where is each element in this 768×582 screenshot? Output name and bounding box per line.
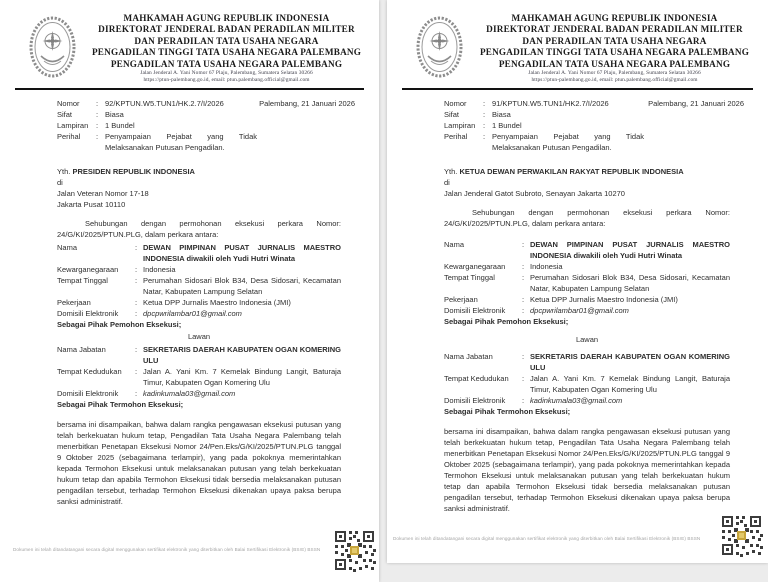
domisili-pemohon-value: dpcpwrilambar01@gmail.com (530, 306, 629, 315)
tempat-tinggal-label: Tempat Tinggal (444, 273, 495, 282)
digital-signature-note: Dokumen ini telah ditandatangani secara digital menggunakan sertifikat elektronik yang diterbitkan oleh Balai Sertifikasi Elektronik (BSrE) BSSN (393, 536, 701, 541)
org-name-line4: PENGADILAN TINGGI TATA USAHA NEGARA PALEMBANG (92, 47, 362, 58)
letter-page-president (0, 0, 379, 582)
main-paragraph: bersama ini disampaikan, bahwa dalam rangka pengawasan eksekusi putusan yang telah berkekuatan hukum tetap, Pengadilan Tata Usaha Negara Palembang telah menerbitkan Penetapan Eksekusi Nomor 24/Pen.Eks/G/KI/2025/PTUN.PLG tanggal 9 Oktober 2025 (sebagaimana terlampir), yang pada pokoknya memerintahkan kepada Termohon Eksekusi untuk melaksanakan putusan yang telah berkekuatan hukum tetap dan apabila Termohon Eksekusi tidak bersedia melaksanakan putusan pengadilan tersebut, terhadap Termohon Eksekusi dikenakan upaya paksa berupa sanksi administratif. (444, 427, 730, 513)
lawan-label: Lawan (575, 335, 599, 344)
letter-meta (57, 98, 355, 153)
lampiran-value: 1 Bundel (105, 121, 135, 130)
org-name-line2: DIREKTORAT JENDERAL BADAN PERADILAN MILITER (98, 24, 355, 35)
qr-code (332, 528, 377, 573)
nama-jabatan-value: SEKRETARIS DAERAH KABUPATEN OGAN KOMERING ULU (530, 352, 730, 372)
termohon-role-line: Sebagai Pihak Termohon Eksekusi; (444, 407, 571, 416)
perihal-value: Penyampaian Pejabat yang Tidak Melaksanakan Putusan Pengadilan. (105, 132, 257, 152)
row-nama (57, 242, 341, 264)
meta-row-sifat (57, 109, 355, 120)
domisili-pemohon-value: dpcpwrilambar01@gmail.com (143, 309, 242, 318)
colon: : (96, 110, 99, 119)
court-seal-icon (29, 16, 76, 78)
colon: : (522, 352, 525, 361)
kewarganegaraan-value: Indonesia (143, 265, 176, 274)
domisili-termohon-value: kadinkumala03@gmail.com (143, 389, 236, 398)
row-pekerjaan (57, 297, 341, 308)
perihal-value: Penyampaian Pejabat yang Tidak Melaksanakan Putusan Pengadilan. (492, 132, 644, 152)
addressee-line (57, 166, 355, 177)
org-address: Jalan Jenderal A. Yani Nomor 67 Plaju, Palembang, Sumatera Selatan 30266 (528, 70, 701, 77)
row-tempat-tinggal (57, 275, 341, 297)
termohon-block (444, 351, 730, 417)
meta-row-perihal (444, 131, 744, 153)
colon: : (522, 273, 525, 282)
letterhead-text (479, 13, 750, 83)
colon: : (522, 396, 525, 405)
tempat-kedudukan-value: Jalan A. Yani Km. 7 Kemelak Bindung Langit, Baturaja Timur, Kabupaten Ogan Komering Ulu (530, 374, 730, 394)
yth-label: Yth. (57, 167, 71, 176)
court-seal-icon (416, 16, 463, 78)
domisili-label: Domisili Elektronik (57, 389, 119, 398)
nama-value: DEWAN PIMPINAN PUSAT JURNALIS MAESTRO INDONESIA diwakili oleh Yudi Hutri Winata (143, 243, 341, 263)
kewarganegaraan-label: Kewarganegaraan (57, 265, 119, 274)
colon: : (96, 99, 99, 108)
termohon-block (57, 344, 341, 410)
di-label: di (444, 178, 450, 187)
org-name-line1: MAHKAMAH AGUNG REPUBLIK INDONESIA (511, 13, 718, 23)
colon: : (522, 262, 525, 271)
letter-body (57, 218, 341, 507)
addressee-name: KETUA DEWAN PERWAKILAN RAKYAT REPUBLIK INDONESIA (459, 167, 684, 176)
dateline: Palembang, 21 Januari 2026 (259, 99, 355, 108)
domisili-label: Domisili Elektronik (57, 309, 119, 318)
colon: : (483, 110, 486, 119)
di-label: di (57, 178, 63, 187)
nama-jabatan-label: Nama Jabatan (444, 352, 493, 361)
colon: : (135, 265, 138, 274)
addressee-street: Jalan Veteran Nomor 17-18 (57, 189, 149, 198)
row-domisili-termohon (444, 395, 730, 406)
colon: : (483, 132, 486, 141)
digital-signature-note: Dokumen ini telah ditandatangani secara digital menggunakan sertifikat elektronik yang diterbitkan oleh Balai Sertifikasi Elektronik (BSrE) BSSN (13, 547, 321, 552)
termohon-role-line: Sebagai Pihak Termohon Eksekusi; (57, 400, 184, 409)
colon: : (483, 121, 486, 130)
colon: : (483, 99, 486, 108)
row-tempat-kedudukan (444, 373, 730, 395)
letterhead-text (92, 13, 361, 83)
tempat-kedudukan-label: Tempat Kedudukan (57, 367, 122, 376)
org-name-line3: DAN PERADILAN TATA USAHA NEGARA (522, 35, 707, 46)
colon: : (522, 374, 525, 383)
row-domisili-pemohon (444, 305, 730, 316)
lampiran-label: Lampiran (57, 121, 89, 130)
meta-row-sifat (444, 109, 744, 120)
nama-label: Nama (444, 240, 465, 249)
row-nama-jabatan (57, 344, 341, 366)
pekerjaan-label: Pekerjaan (444, 295, 478, 304)
pemohon-role-line: Sebagai Pihak Pemohon Eksekusi; (57, 320, 182, 329)
row-kewarganegaraan (444, 261, 730, 272)
org-name-line2: DIREKTORAT JENDERAL BADAN PERADILAN MILITER (486, 24, 743, 35)
lampiran-value: 1 Bundel (492, 121, 522, 130)
intro-paragraph: Sehubungan dengan permohonan eksekusi perkara Nomor: 24/G/KI/2025/PTUN.PLG, dalam perkara antara: (444, 208, 730, 228)
nama-jabatan-label: Nama Jabatan (57, 345, 106, 354)
pemohon-block (444, 239, 730, 327)
colon: : (522, 306, 525, 315)
addressee-block (57, 166, 355, 210)
meta-row-lampiran (444, 120, 744, 131)
addressee-city: Jakarta Pusat 10110 (57, 200, 126, 209)
letter-meta (444, 98, 744, 153)
tempat-kedudukan-label: Tempat Kedudukan (444, 374, 509, 383)
lawan-label: Lawan (187, 332, 211, 341)
perihal-label: Perihal (57, 132, 81, 141)
addressee-block (444, 166, 744, 199)
row-pekerjaan (444, 294, 730, 305)
pemohon-block (57, 242, 341, 330)
kewarganegaraan-label: Kewarganegaraan (444, 262, 506, 271)
nomor-label: Nomor (444, 99, 467, 108)
colon: : (522, 240, 525, 249)
main-paragraph: bersama ini disampaikan, bahwa dalam rangka pengawasan eksekusi putusan yang telah berkekuatan hukum tetap, Pengadilan Tata Usaha Negara Palembang telah menerbitkan Penetapan Eksekusi Nomor 24/Pen.Eks/G/KI/2025/PTUN.PLG tanggal 9 Oktober 2025 (sebagaimana terlampir), yang pada pokoknya memerintahkan kepada Termohon Eksekusi untuk melaksanakan putusan yang telah berkekuatan hukum tetap dan apabila Termohon Eksekusi tidak bersedia melaksanakan putusan pengadilan tersebut, terhadap Termohon Eksekusi dikenakan upaya paksa berupa sanksi administratif. (57, 420, 341, 506)
row-nama-jabatan (444, 351, 730, 373)
yth-label: Yth. (444, 167, 458, 176)
row-tempat-tinggal (444, 272, 730, 294)
org-name-line3: DAN PERADILAN TATA USAHA NEGARA (134, 35, 319, 46)
colon: : (135, 345, 138, 354)
colon: : (135, 243, 138, 252)
colon: : (522, 295, 525, 304)
letterhead-divider (15, 88, 364, 90)
row-domisili-pemohon (57, 308, 341, 319)
nama-jabatan-value: SEKRETARIS DAERAH KABUPATEN OGAN KOMERING ULU (143, 345, 341, 365)
domisili-label: Domisili Elektronik (444, 396, 506, 405)
pekerjaan-value: Ketua DPP Jurnalis Maestro Indonesia (JMI) (530, 295, 678, 304)
kewarganegaraan-value: Indonesia (530, 262, 563, 271)
sifat-label: Sifat (57, 110, 73, 119)
tempat-kedudukan-value: Jalan A. Yani Km. 7 Kemelak Bindung Langit, Baturaja Timur, Kabupaten Ogan Komering Ulu (143, 367, 341, 387)
org-name-line5: PENGADILAN TATA USAHA NEGARA PALEMBANG (498, 58, 731, 69)
dateline: Palembang, 21 Januari 2026 (648, 99, 744, 108)
meta-row-perihal (57, 131, 355, 153)
qr-code (719, 513, 764, 558)
pekerjaan-value: Ketua DPP Jurnalis Maestro Indonesia (JMI) (143, 298, 291, 307)
nomor-value: 91/KPTUN.W5.TUN1/HK2.7/I/2026 (492, 99, 609, 108)
lampiran-label: Lampiran (444, 121, 476, 130)
org-contact: https://ptun-palembang.go.id, email: ptun.palembang.official@gmail.com (531, 76, 698, 83)
pekerjaan-label: Pekerjaan (57, 298, 91, 307)
pemohon-role-line: Sebagai Pihak Pemohon Eksekusi; (444, 317, 569, 326)
nomor-value: 92/KPTUN.W5.TUN1/HK.2.7/I/2026 (105, 99, 224, 108)
row-kewarganegaraan (57, 264, 341, 275)
addressee-name: PRESIDEN REPUBLIK INDONESIA (72, 167, 195, 176)
org-name-line4: PENGADILAN TINGGI TATA USAHA NEGARA PALEMBANG (479, 47, 750, 58)
row-tempat-kedudukan (57, 366, 341, 388)
colon: : (135, 298, 138, 307)
row-domisili-termohon (57, 388, 341, 399)
tempat-tinggal-value: Perumahan Sidosari Blok B34, Desa Sidosari, Kecamatan Natar, Kabupaten Lampung Selatan (530, 273, 730, 293)
nomor-label: Nomor (57, 99, 80, 108)
domisili-label: Domisili Elektronik (444, 306, 506, 315)
nama-value: DEWAN PIMPINAN PUSAT JURNALIS MAESTRO INDONESIA diwakili oleh Yudi Hutri Winata (530, 240, 730, 260)
colon: : (135, 367, 138, 376)
domisili-termohon-value: kadinkumala03@gmail.com (530, 396, 623, 405)
intro-paragraph: Sehubungan dengan permohonan eksekusi perkara Nomor: 24/G/KI/2025/PTUN.PLG, dalam perkara antara: (57, 219, 341, 239)
sifat-value: Biasa (492, 110, 511, 119)
colon: : (96, 132, 99, 141)
letterhead (401, 13, 754, 85)
colon: : (96, 121, 99, 130)
org-name-line5: PENGADILAN TATA USAHA NEGARA PALEMBANG (110, 58, 343, 69)
sifat-value: Biasa (105, 110, 124, 119)
tempat-tinggal-value: Perumahan Sidosari Blok B34, Desa Sidosari, Kecamatan Natar, Kabupaten Lampung Selatan (143, 276, 341, 296)
tempat-tinggal-label: Tempat Tinggal (57, 276, 108, 285)
sifat-label: Sifat (444, 110, 460, 119)
addressee-line (444, 166, 744, 177)
addressee-street: Jalan Jenderal Gatot Subroto, Senayan Jakarta 10270 (444, 189, 625, 198)
colon: : (135, 389, 138, 398)
colon: : (135, 309, 138, 318)
meta-row-lampiran (57, 120, 355, 131)
letter-body (444, 207, 730, 514)
letterhead-divider (402, 88, 753, 90)
colon: : (135, 276, 138, 285)
org-address: Jalan Jenderal A. Yani Nomor 67 Plaju, Palembang, Sumatera Selatan 30266 (140, 70, 313, 77)
org-name-line1: MAHKAMAH AGUNG REPUBLIK INDONESIA (123, 13, 330, 23)
letterhead (14, 13, 365, 85)
org-contact: https://ptun-palembang.go.id, email: ptun.palembang.official@gmail.com (143, 76, 310, 83)
nama-label: Nama (57, 243, 78, 252)
perihal-label: Perihal (444, 132, 468, 141)
letter-page-dpr (387, 0, 768, 563)
row-nama (444, 239, 730, 261)
